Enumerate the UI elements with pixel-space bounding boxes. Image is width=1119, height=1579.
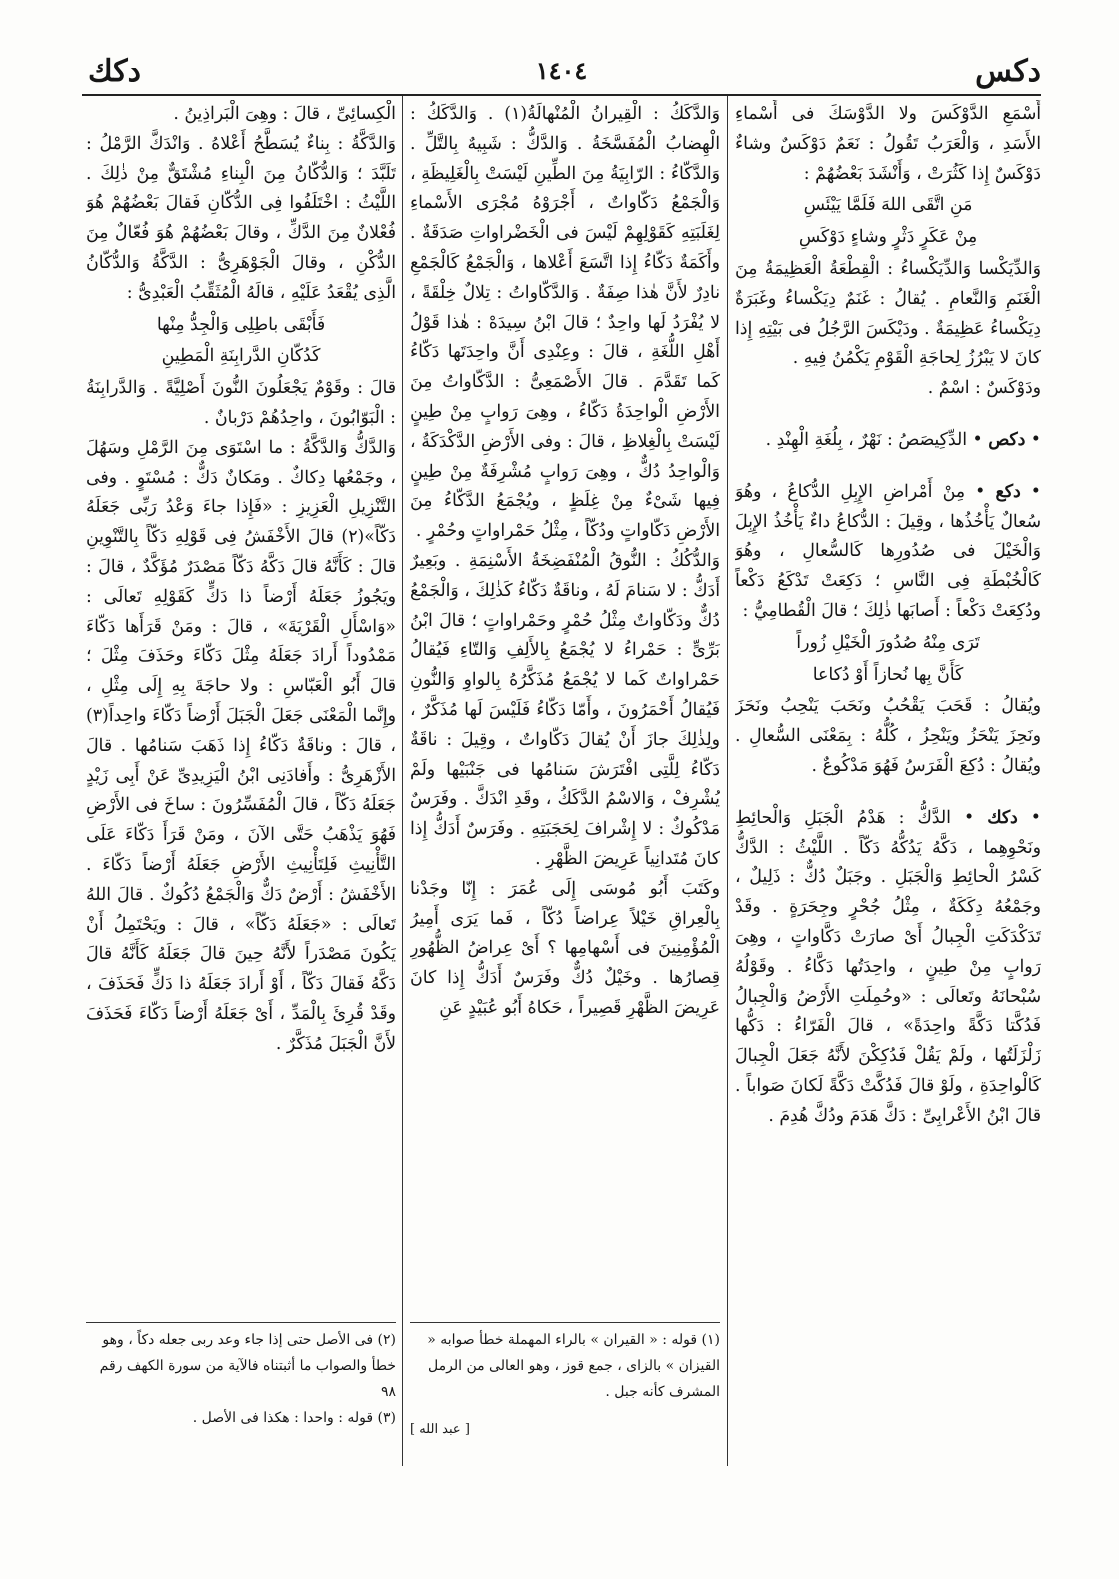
column-middle	[410, 100, 720, 1300]
footnote-rule	[86, 1322, 396, 1323]
paragraph: وَالدَّكُّ وَالدَّكَّةُ : ما اسْتَوَى مِنَ الرَّمْلِ وسَهُلَ ، وجَمْعُها دِكاكٌ . ومَكانٌ دَكٌّ : مُسْتَوٍ . وفى التَّنْزِيلِ الْعَزِيزِ : «فَإِذا جاءَ وَعْدُ رَبِّى جَعَلَهُ دَكّاً»(٢) قالَ الأَخْفَشُ فِى قَوْلِهِ دَكّاً بِالتَّنْوِينِ قالَ : كَأَنَّهُ قالَ دَكَّهُ دَكّاً مَصْدَرٌ مُؤَكَّدٌ ، قالَ : ويَجُوزُ جَعَلَهُ أَرْضاً ذا دَكٍّ كَقَوْلِهِ تَعالَى : «وَاسْأَلِ الْقَرْيَةَ» ، قالَ : ومَنْ قَرَأَها دَكّاءَ مَمْدُوداً أَرادَ جَعَلَهُ مِثْلَ دَكّاءَ وحَذَفَ مِثْلَ ؛ قالَ أَبُو الْعَبّاسِ : ولا حاجَةَ بِهِ إِلَى مِثْلِ ، وإِنَّما الْمَعْنَى جَعَلَ الْجَبَلَ أَرْضاً دَكّاءَ واحِداً(٣) ، قالَ : وناقَةٌ دَكّاءُ إِذا ذَهَبَ سَنامُها . قالَ الأَزْهَرِىُّ : وأَفادَنِى ابْنُ الْيَزِيدِىِّ عَنْ أَبِى زَيْدٍ جَعَلَهُ دَكّاً ، قالَ الْمُفَسِّرُونَ : ساخَ فى الأَرْضِ فَهُوَ يَذْهَبُ حَتَّى الآنَ ، ومَنْ قَرَأَ دَكّاءَ عَلَى التَّأْنِيثِ فَلِتَأْنِيثِ الأَرْضِ جَعَلَهُ أَرْضاً دَكّاءَ . الأَخْفَشُ : أَرْضٌ دَكٌّ وَالْجَمْعُ دُكُوكٌ . قالَ اللهُ تَعالَى : «جَعَلَهُ دَكّاً» ، قالَ : ويَحْتَمِلُ أَنْ يَكُونَ مَصْدَراً لأَنَّهُ حِينَ قالَ جَعَلَهُ كَأَنَّهُ قالَ دَكَّهُ فَقالَ دَكّاً ، أَوْ أَرادَ جَعَلَهُ ذا دَكٍّ فَحَذَفَ ، وقَدْ قُرِئَ بِالْمَدِّ ، أَىْ جَعَلَهُ أَرْضاً دَكّاءَ فَحَذَفَ لأَنَّ الْجَبَلَ مُذَكَّرٌ .	[86, 437, 396, 1054]
paragraph: وَالدَّكَّةُ : بِناءٌ يُسَطَّحُ أَعْلاهُ . وَانْدَكَّ الرَّمْلُ : تَلَبَّدَ ؛ وَالدُّكّانُ مِنَ الْبِناءِ مُشْتَقٌّ مِنْ ذٰلِكَ . اللَّيْثُ : اخْتَلَفُوا فِى الدُّكّانِ فَقالَ بَعْضُهُمْ هُوَ فُعْلانٌ مِنَ الدَّكِّ ، وقالَ بَعْضُهُمْ هُوَ فُعّالٌ مِنَ الدُّكْنِ ، وقالَ الْجَوْهَرِىُّ : الدَّكَّةُ وَالدُّكّانُ الَّذِى يُقْعَدُ عَلَيْهِ ، قالَهُ الْمُثَقِّبُ الْعَبْدِىُّ :	[86, 133, 396, 303]
paragraph: ودَوْكَسٌ : اسْمٌ .	[927, 378, 1041, 399]
header-right-keyword: دكس	[975, 54, 1041, 89]
verse-line: مَنِ اتَّقَى اللهَ فَلَمَّا يَيْئَسِ	[803, 195, 973, 216]
paragraph: وكَتَبَ أَبُو مُوسَى إِلَى عُمَرَ : إِنّا وجَدْنا بِالْعِراقِ خَيْلاً عِراضاً دُكّاً ، فَما يَرَى أَمِيرُ الْمُؤْمِنِينَ فى أَسْهامِها ؟ أَىْ عِراضُ الظُّهُورِ قِصارُها . وخَيْلٌ دُكٌّ وفَرَسٌ أَدَكُّ إِذا كانَ عَرِيضَ الظَّهْرِ قَصِيراً ، حَكاهُ أَبُو عُبَيْدٍ عَنِ	[410, 878, 720, 1018]
footnote: (٢) فى الأصل حتى إذا جاء وعد ربى جعله دكاً ، وهو خطأ والصواب ما أثبتناه فالآية من سورة الكهف رقم ٩٨	[99, 1332, 396, 1400]
entry-text: الدَّكُّ : هَدْمُ الْجَبَلِ وَالْحائِطِ ونَحْوِهِما ، دَكَّهُ يَدُكُّهُ دَكّاً . اللَّيْثُ : الدَّكُّ كَسْرُ الْحائِطِ وَالْجَبَلِ . وجَبَلٌ دُكٌّ : ذَلِيلٌ ، وجَمْعُهُ دِكَكَةٌ ، مِثْلُ جُحْرٍ وجِحَرَةٍ . وقَدْ تَدَكْدَكَتِ الْجِبالُ أَىْ صارَتْ دَكَّاواتٍ ، وهِىَ رَوابٍ مِنْ طِينٍ ، واحِدَتُها دَكَّاءُ . وقَوْلُهُ سُبْحانَهُ وتَعالَى : «وحُمِلَتِ الأَرْضُ وَالْجِبالُ فَدُكَّتا دَكَّةً واحِدَةً» ، قالَ الْفَرّاءُ : دَكُّها زَلْزَلَتُها ، ولَمْ يَقُلْ فَدُكِكْنَ لأَنَّهُ جَعَلَ الْجِبالَ كَالْواحِدَةِ ، ولَوْ قالَ فَدُكَّتْ دَكَّةً لَكانَ صَواباً . قالَ ابْنُ الأَعْرابِىِّ : دَكَّ هَدَمَ ودُكَّ هُدِمَ .	[735, 807, 1041, 1126]
paragraph: أَسْمَعِ الدَّوْكَسَ ولا الدَّوْسَكَ فى أَسْماءِ الأَسَدِ ، وَالْعَرَبُ تَقُولُ : نَعَمٌ دَوْكَسٌ وشاءٌ دَوْكَسٌ إِذا كَثُرَتْ ، وَأَنْشَدَ بَعْضُهُمْ :	[735, 104, 1041, 184]
header-left-keyword: دكك	[88, 54, 141, 89]
footnote: (٣) قوله : واحدا : هكذا فى الأصل .	[192, 1410, 396, 1426]
signature: [ عبد الله ]	[410, 1422, 470, 1437]
verse-line: تَرَى مِنْهُ صُدُورَ الْخَيْلِ زُوراً	[796, 632, 980, 653]
entry-text: الدِّكِيصَصُ : نَهْرٌ ، بِلُغَةِ الْهِنْدِ .	[765, 429, 968, 450]
entry-headword: دكص	[988, 429, 1026, 450]
footnotes-left	[86, 1322, 396, 1431]
footnote: (١) قوله : « القيران » بالراء المهملة خطأ صوابه « القيزان » بالزاى ، جمع قوز ، وهو العالى من الرمل المشرف كأنه جبل .	[427, 1332, 720, 1400]
entry-dkk: • دكك • الدَّكُّ : هَدْمُ الْجَبَلِ وَالْحائِطِ ونَحْوِهِما ، دَكَّهُ يَدُكُّهُ دَكّاً . اللَّيْثُ : الدَّكُّ كَسْرُ الْحائِطِ وَالْجَبَلِ . وجَبَلٌ دُكٌّ : ذَلِيلٌ ، وجَمْعُهُ دِكَكَةٌ ، مِثْلُ جُحْرٍ وجِحَرَةٍ . وقَدْ تَدَكْدَكَتِ الْجِبالُ أَىْ صارَتْ دَكَّاواتٍ ، وهِىَ رَوابٍ مِنْ طِينٍ ، واحِدَتُها دَكَّاءُ . وقَوْلُهُ سُبْحانَهُ وتَعالَى : «وحُمِلَتِ الأَرْضُ وَالْجِبالُ فَدُكَّتا دَكَّةً واحِدَةً» ، قالَ الْفَرّاءُ : دَكُّها زَلْزَلَتُها ، ولَمْ يَقُلْ فَدُكِكْنَ لأَنَّهُ جَعَلَ الْجِبالَ كَالْواحِدَةِ ، ولَوْ قالَ فَدُكَّتْ دَكَّةً لَكانَ صَواباً . قالَ ابْنُ الأَعْرابِىِّ : دَكَّ هَدَمَ ودُكَّ هُدِمَ .	[735, 807, 1041, 1126]
entry-headword: دكك	[987, 807, 1018, 828]
header-rule	[82, 94, 1041, 96]
paragraph: وَالدَّكَكُ : الْقِيرانُ الْمُنْهالَةُ(١) . وَالدَّكَكُ : الْهِضابُ الْمُفَسَّخَةُ . وَالدَّكُّ : شَبِيهٌ بِالتَّلِّ . وَالدَّكّاءُ : الرّابِيَةُ مِنَ الطِّينِ لَيْسَتْ بِالْغَلِيظَةِ ، وَالْجَمْعُ دَكّاواتٌ ، أَجْرَوْهُ مُجْرَى الأَسْماءِ لِغَلَبَتِهِ كَقَوْلِهِمْ لَيْسَ فى الْخَضْراواتِ صَدَقَةٌ . وأَكَمَةٌ دَكّاءُ إِذا اتَّسَعَ أَعْلاها ، وَالْجَمْعُ كَالْجَمْعِ نادِرٌ لأَنَّ هٰذا صِفَةٌ . وَالدَّكّاواتُ : تِلالٌ خِلْقَةً ، لا يُفْرَدُ لَها واحِدٌ ؛ قالَ ابْنُ سِيدَهْ : هٰذا قَوْلُ أَهْلِ اللُّغَةِ ، قالَ : وعِنْدِى أَنَّ واحِدَتَها دَكّاءُ كَما تَقَدَّمَ . قالَ الأَصْمَعِىُّ : الدَّكّاواتُ مِنَ الأَرْضِ الْواحِدَةُ دَكّاءُ ، وهِىَ رَوابٍ مِنْ طِينٍ لَيْسَتْ بِالْغِلاظِ ، قالَ : وفى الأَرْضِ الدَّكْدَكَةُ ، وَالْواحِدُ دُكٌّ ، وهِىَ رَوابٍ مُشْرِفَةٌ مِنْ طِينٍ فِيها شَىْءٌ مِنْ غِلَظٍ ، ويُجْمَعُ الدَّكّاءُ مِنَ الأَرْضِ دَكّاواتٍ ودُكّاً ، مِثْلُ حَمْراواتٍ وحُمْرٍ .	[410, 104, 720, 542]
paragraph: الْكِسائِىِّ ، قالَ : وهِىَ الْبَراذِينُ .	[173, 104, 396, 124]
column-divider	[727, 96, 728, 1466]
column-divider	[402, 96, 403, 1466]
footnote-rule	[410, 1322, 720, 1323]
column-right	[735, 100, 1041, 1430]
entry-dks: • دكص • الدِّكِيصَصُ : نَهْرٌ ، بِلُغَةِ الْهِنْدِ .	[765, 429, 1041, 450]
footnotes-middle	[410, 1322, 720, 1443]
paragraph: قالَ : وقَوْمٌ يَجْعَلُونَ النُّونَ أَصْلِيَّةً . وَالدَّرابِنَةُ : الْبَوّابُونَ ، واحِدُهُمْ دَرْبانٌ .	[86, 378, 396, 428]
page-number: ١٤٠٤	[535, 56, 588, 85]
verse-line: مِنْ عَكَرٍ دَثْرٍ وشاءٍ دَوْكَسِ	[798, 227, 978, 248]
column-left	[86, 100, 396, 1300]
entry-dka: • دكع • مِنْ أَمْراضِ الإِبِلِ الدُّكاعُ ، وهُوَ سُعالٌ يَأْخُذُها ، وقِيلَ : الدُّكاعُ داءٌ يَأْخُذُ الإِبِلَ وَالْخَيْلَ فى صُدُورِها كَالسُّعالِ ، وهُوَ كَالْخُبْطَةِ فِى النَّاسِ ؛ دَكِعَتْ تَدْكَعُ دَكْعاً ودُكِعَتْ دَكْعاً : أَصابَها ذٰلِكَ ؛ قالَ الْقُطامِيُّ :	[735, 481, 1041, 621]
entry-headword: دكع	[995, 481, 1021, 502]
page-header	[82, 48, 1041, 96]
paragraph: ويُقالُ : قَحَبَ يَقْحُبُ ونَحَبَ يَنْحِبُ ونَحَزَ ونَحِزَ يَنْحَزُ ويَنْحِزُ ، كُلُّهُ : بِمَعْنَى السُّعالِ . ويُقالُ : دُكِعَ الْفَرَسُ فَهُوَ مَدْكُوعٌ .	[735, 696, 1041, 776]
paragraph: وَالدُّكُكُ : النُّوقُ الْمُنْفَضِخَةُ الأَسْنِمَةِ . وبَعِيرٌ أَدَكُّ : لا سَنامَ لَهُ ، وناقَةٌ دَكّاءُ كَذٰلِكَ ، وَالْجَمْعُ دُكٌّ ودَكّاواتٌ مِثْلُ حُمْرٍ وحَمْراواتٍ ؛ قالَ ابْنُ بَرِّىٍّ : حَمْراءُ لا يُجْمَعُ بِالأَلِفِ وَالتّاءِ فَيُقالُ حَمْراواتٌ كَما لا يُجْمَعُ مُذَكَّرُهُ بِالواوِ وَالنُّونِ فَيُقالُ أَحْمَرُونَ ، وأَمّا دَكّاءُ فَلَيْسَ لَها مُذَكَّرٌ ، ولِذٰلِكَ جازَ أَنْ يُقالَ دَكّاواتٌ ، وقِيلَ : ناقَةٌ دَكّاءُ لِلَّتِى افْتَرَشَ سَنامُها فى جَنْبَيْها ولَمْ يُشْرِفْ ، وَالاسْمُ الدَّكَكُ ، وقَدِ انْدَكَّ . وفَرَسٌ مَدْكُوكٌ : لا إِشْرافَ لِحَجَبَتِهِ . وفَرَسٌ أَدَكُّ إِذا كانَ مُتَدانِياً عَرِيضَ الظَّهْرِ .	[410, 550, 720, 869]
verse-line: كَدُكّانِ الدَّرابِنَةِ الْمَطِينِ	[161, 346, 321, 367]
entry-text: مِنْ أَمْراضِ الإِبِلِ الدُّكاعُ ، وهُوَ سُعالٌ يَأْخُذُها ، وقِيلَ : الدُّكاعُ داءٌ يَأْخُذُ الإِبِلَ وَالْخَيْلَ فى صُدُورِها كَالسُّعالِ ، وهُوَ كَالْخُبْطَةِ فِى النَّاسِ ؛ دَكِعَتْ تَدْكَعُ دَكْعاً ودُكِعَتْ دَكْعاً : أَصابَها ذٰلِكَ ؛ قالَ الْقُطامِيُّ :	[735, 481, 1041, 621]
verse-line: فَأَبْقَى باطِلِى وَالْجِدُّ مِنْها	[156, 314, 326, 335]
paragraph: وَالدِّيَكْسا وَالدِّيَكْساءُ : الْقِطْعَةُ الْعَظِيمَةُ مِنَ الْغَنَمِ وَالنَّعامِ . يُقالُ : غَنَمٌ دِيَكْساءُ وغَبَرَةٌ دِيَكْساءُ عَظِيمَةٌ . ودَيْكَسَ الرَّجُلُ فى بَيْتِهِ إِذا كانَ لا يَبْرُزُ لِحاجَةِ الْقَوْمِ يَكْمُنُ فِيهِ .	[735, 258, 1041, 369]
verse-line: كَأَنَّ بِها نُحازاً أَوْ دُكاعا	[812, 664, 964, 685]
